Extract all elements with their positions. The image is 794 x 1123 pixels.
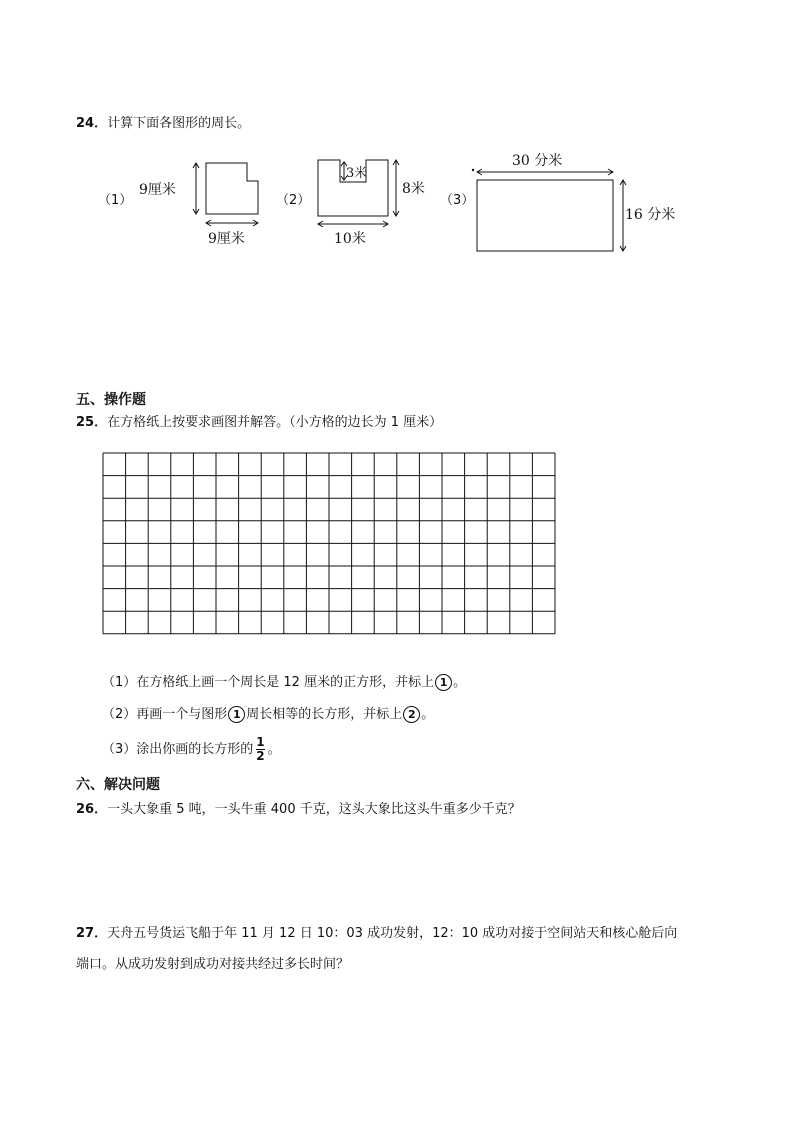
figure-1	[130, 155, 270, 250]
figure-1-height: 9厘米	[139, 182, 176, 198]
question-text: 计算下面各图形的周长。	[107, 116, 251, 131]
circled-mark: 1	[228, 706, 245, 723]
figure-2	[310, 152, 440, 252]
question-27-line-2: 端口。从成功发射到成功对接共经过多长时间？	[76, 957, 350, 972]
q25-sub-2: （2）再画一个与图形 1 周长相等的长方形，并标上 2 。	[102, 707, 435, 722]
figure-1-shape	[206, 163, 258, 214]
question-26: 26．一头大象重 5 吨，一头牛重 400 千克，这头大象比这头牛重多少千克？	[76, 802, 521, 817]
question-25: 25．在方格纸上按要求画图并解答。（小方格的边长为 1 厘米）	[76, 415, 443, 430]
circled-mark: 2	[403, 706, 420, 723]
fraction: $\frac{1}{2}$	[256, 735, 265, 763]
figure-3	[465, 145, 695, 260]
figure-2-label: （2）	[276, 193, 311, 208]
figure-2-width: 10米	[334, 231, 366, 247]
figure-3-width: 30 分米	[512, 153, 563, 169]
figure-3-shape	[477, 180, 613, 251]
figure-2-height: 8米	[402, 181, 425, 197]
question-text: 在方格纸上按要求画图并解答。（小方格的边长为 1 厘米）	[107, 415, 443, 430]
section-5-title: 五、操作题	[76, 392, 146, 408]
grid-paper[interactable]	[102, 452, 558, 652]
circled-mark: 1	[435, 674, 452, 691]
question-text: 一头大象重 5 吨，一头牛重 400 千克，这头大象比这头牛重多少千克？	[107, 802, 521, 817]
figure-2-notch: 3米	[346, 166, 368, 181]
section-6-title: 六、解决问题	[76, 777, 160, 793]
question-number: 24	[76, 116, 95, 131]
q25-sub-3: （3）涂出你画的长方形的 $\frac{1}{2}$ 。	[102, 735, 281, 763]
figure-3-label: （3）	[440, 193, 475, 208]
figure-1-label: （1）	[98, 193, 133, 208]
question-text: 天舟五号货运飞船于年 11 月 12 日 10：03 成功发射，12：10 成功对接于空间站天和核心舱后向	[107, 926, 678, 941]
figure-3-height: 16 分米	[625, 207, 676, 223]
q25-sub-1: （1）在方格纸上画一个周长是 12 厘米的正方形，并标上 1 。	[102, 675, 467, 690]
figure-1-width: 9厘米	[208, 231, 245, 247]
question-27: 27．天舟五号货运飞船于年 11 月 12 日 10：03 成功发射，12：10 成功对接于空间站天和核心舱后向	[76, 926, 678, 941]
question-24: 24．计算下面各图形的周长。	[76, 116, 251, 131]
